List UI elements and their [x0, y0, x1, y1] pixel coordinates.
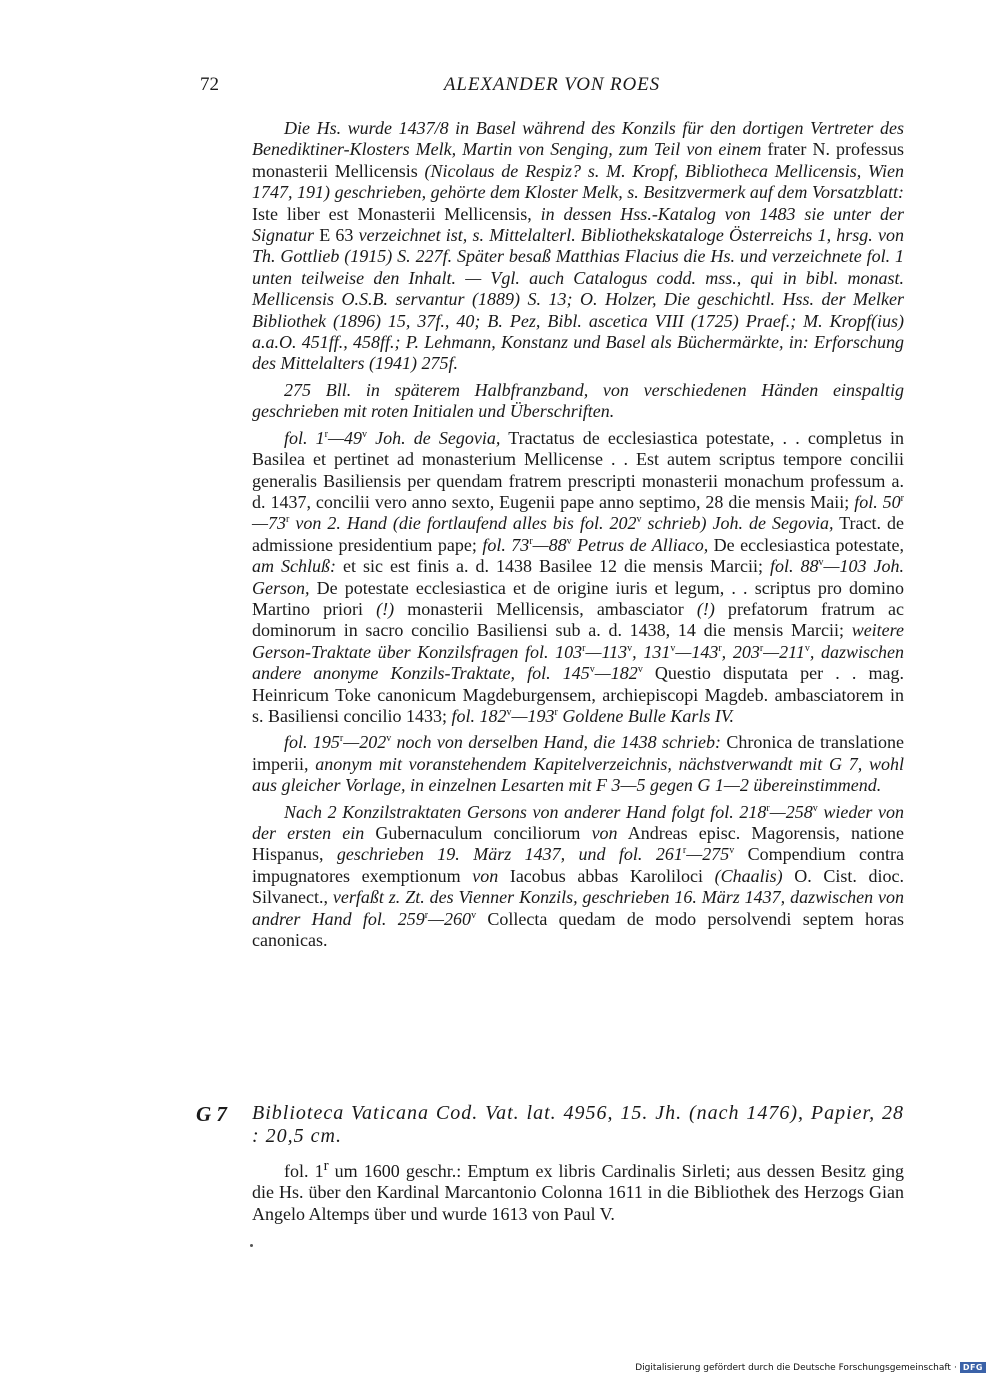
roman-text: Gubernaculum conciliorum — [364, 823, 592, 843]
folio-superscript: r — [529, 535, 533, 547]
folio-superscript: v — [362, 428, 368, 440]
folio-superscript: v — [804, 642, 810, 654]
roman-text: Iacobus abbas Karoliloci — [498, 865, 715, 886]
folio-superscript: r — [718, 642, 722, 654]
roman-text: Questio disputata per . . mag. Heinricum Toke canonicum Magdeburgensem, archiepiscopi Magdeb. ambasciatorem in s. Basiliensi concilio 1433; — [252, 663, 904, 726]
roman-text: Collecta quedam de modo persolvendi septem horas canonicas. — [252, 908, 904, 951]
folio-superscript: v — [627, 642, 633, 654]
folio-superscript: v — [670, 642, 676, 654]
italic-text: , dazwischen andere anonyme Konzils-Traktate, fol. 145 — [252, 641, 904, 684]
folio-superscript: v — [636, 514, 642, 526]
roman-text: Chronica de translatione imperii, — [252, 732, 904, 774]
roman-text: Compendium contra impugnatores exemptionum — [252, 844, 904, 886]
italic-text: am Schluß: — [252, 556, 336, 577]
roman-text: frater N. professus monasterii Mellicensis — [252, 139, 904, 181]
italic-text: —260 — [428, 908, 472, 929]
italic-text: schrieb) Joh. de Segovia, — [641, 513, 834, 534]
italic-text: Joh. de Segovia, — [367, 427, 501, 448]
italic-text: verfaßt z. Zt. des Vienner Konzils, geschrieben 16. März 1437, dazwischen von andrer Hand fol. 259 — [252, 887, 904, 929]
italic-text: —211 — [763, 641, 805, 662]
italic-text: fol. 1 — [284, 427, 325, 448]
italic-text: —258 — [769, 801, 813, 822]
folio-superscript: r — [286, 514, 290, 526]
folio-superscript: v — [506, 706, 512, 718]
italic-text: wieder von der ersten ein — [252, 801, 904, 843]
italic-text: fol. 73 — [482, 534, 530, 555]
roman-text: O. Cist. dioc. Silvanect., — [252, 865, 904, 908]
italic-text: —202 — [343, 732, 387, 753]
folio-superscript: r — [554, 706, 558, 718]
italic-text: anonym mit voranstehendem Kapitelverzeichnis, nächstverwandt mit G 7, wohl aus gleicher Vorlage, in einzelnen Lesarten mit F 3—5 gegen G 1—2 übereinstimmend. — [252, 753, 904, 796]
main-text — [252, 118, 904, 956]
italic-text: fol. 182 — [451, 705, 507, 726]
italic-text: —88 — [532, 534, 567, 555]
italic-text: verzeichnet ist, s. Mittelalterl. Bibliothekskataloge Österreichs 1, hrsg. von Th. Gottlieb (1915) S. 227f. Später besaß Matthias Flacius die Hs. und verzeichnete fol. 1 unten teilweise den Inhalt. — Vgl. auch Catalogus codd. mss., qui in bibl. monast. Mellicensis O.S.B. servantur (1889) S. 13; O. Holzer, Die geschichtl. Hss. der Melker Bibliothek (1896) 15, 37f., 40; B. Pez, Bibl. ascetica VIII (1725) Praef.; M. Kropf(ius) a.a.O. 451ff., 458ff.; P. Lehmann, Konstanz und Basel als Büchermärkte, in: Erforschung des Mittelalters (1941) 275f. — [252, 225, 904, 374]
italic-text: —275 — [686, 844, 730, 865]
italic-text: Die Hs. wurde 1437/8 in Basel während des Konzils für den dortigen Vertreter des Benediktiner-Klosters Melk, Martin von Senging, zum Teil von einem — [252, 118, 904, 160]
italic-text: Nach 2 Konzilstraktaten Gersons von anderer Hand folgt fol. 218 — [284, 801, 767, 822]
folio-superscript: v — [637, 664, 643, 676]
folio-superscript: r — [323, 1158, 329, 1174]
italic-text: von 2. Hand (die fortlaufend alles bis fol. 202 — [289, 513, 637, 534]
italic-text: fol. 1 — [284, 1161, 324, 1181]
folio-superscript: v — [471, 909, 477, 921]
italic-text: —73 — [252, 513, 287, 534]
italic-text: 275 Bll. in späterem Halbfranzband, von verschiedenen Händen einspaltig geschrieben mit roten Initialen und Überschriften. — [252, 379, 904, 422]
folio-superscript: r — [766, 802, 770, 814]
page-number: 72 — [200, 74, 219, 95]
italic-text: fol. 88 — [769, 556, 819, 577]
roman-text: Andreas episc. Magorensis, natione Hispanus, — [252, 823, 904, 865]
folio-superscript: r — [900, 492, 904, 504]
folio-superscript: r — [759, 642, 764, 654]
italic-text: fol. 195 — [284, 732, 340, 753]
italic-text: in dessen Hss.-Katalog von 1483 sie unter der Signatur — [252, 203, 904, 246]
manuscript-entry — [196, 1102, 904, 1225]
roman-text: et sic est finis a. d. 1438 Basilee 12 die mensis Marcii; — [336, 556, 770, 577]
italic-text: —143 — [675, 641, 719, 662]
italic-text: —193 — [511, 705, 555, 726]
italic-text: —113 — [585, 641, 628, 662]
italic-text: Petrus de Alliaco, — [571, 534, 709, 555]
italic-text: (!) — [696, 598, 715, 619]
italic-text: (Nicolaus de Respiz? s. M. Kropf, Bibliotheca Mellicensis, Wien 1747, 191) geschrieben, gehörte dem Kloster Melk, s. Besitzvermerk auf dem Vorsatzblatt: — [252, 160, 904, 203]
footer: Digitalisierung gefördert durch die Deutsche Forschungsgemeinschaft · DFG — [635, 1362, 986, 1373]
italic-text: , 203 — [721, 641, 760, 662]
roman-text: E 63 — [314, 225, 359, 246]
running-head: ALEXANDER VON ROES — [443, 74, 661, 95]
paragraph — [252, 732, 904, 796]
italic-text: geschrieben 19. März 1437, und fol. 261 — [336, 844, 683, 865]
folio-superscript: v — [566, 535, 572, 547]
dfg-logo: DFG — [960, 1362, 986, 1373]
italic-text: um 1600 geschr.: — [328, 1161, 462, 1181]
roman-text: Iste liber est Monasterii Mellicensis, — [252, 203, 541, 224]
entry-siglum: G 7 — [196, 1102, 227, 1126]
folio-superscript: v — [386, 733, 392, 745]
italic-text: —103 Joh. Gerson, — [252, 556, 904, 598]
entry-body — [252, 1156, 904, 1225]
folio-superscript: r — [424, 909, 429, 921]
italic-text: —49 — [328, 427, 363, 448]
paragraph — [252, 428, 904, 728]
folio-superscript: v — [589, 664, 595, 676]
folio-superscript: r — [324, 428, 328, 440]
folio-superscript: r — [339, 733, 344, 745]
roman-text: De potestate ecclesiastica et de origine iuris et legum, . . scriptus pro domino Martino priori — [252, 577, 904, 619]
paragraph — [252, 118, 904, 375]
folio-superscript: v — [818, 557, 824, 569]
roman-text: Tractatus de ecclesiastica potestate, . . completus in Basilea et pertinet ad monasterium Mellicense . . Est autem scriptus tempore concilii generalis Basiliensis per quendam fratrem prescripti monasterii monachum professum a. d. 1437, concilii vero anno sexto, Eugenii pape anno septimo, 28 die mensis Maii; — [252, 427, 904, 512]
paragraph — [252, 380, 904, 423]
italic-text: weitere Gerson-Traktate über Konzilsfragen fol. 103 — [252, 620, 904, 662]
italic-text: noch von derselben Hand, die 1438 schrieb: — [391, 732, 722, 753]
italic-text: von — [591, 823, 618, 843]
entry-heading: Biblioteca Vaticana Cod. Vat. lat. 4956, 15. Jh. (nach 1476), Papier, 28 : 20,5 cm. — [252, 1102, 904, 1147]
stray-mark — [250, 1244, 253, 1247]
italic-text: Goldene Bulle Karls IV. — [557, 705, 735, 726]
italic-text: (Chaalis) — [714, 865, 783, 886]
italic-text: aus dessen Besitz ging die Hs. über den Kardinal Marcantonio Colonna 1611 in die Bibliothek des Herzogs Gian Angelo Altemps über und wurde 1613 von Paul V. — [252, 1161, 904, 1224]
folio-superscript: r — [582, 642, 586, 654]
italic-text: (!) — [376, 598, 395, 619]
roman-text: De ecclesiastica potestate, — [708, 534, 904, 555]
roman-text: prefatorum fratrum ac dominorum in sacro concilio Basiliensi sub a. d. 1438, 14 die mensis Marcii; — [252, 598, 904, 641]
footer-text: Digitalisierung gefördert durch die Deutsche Forschungsgemeinschaft — [635, 1362, 951, 1373]
italic-text: —182 — [594, 663, 638, 684]
folio-superscript: v — [812, 802, 818, 814]
italic-text: fol. 50 — [854, 491, 901, 512]
folio-superscript: r — [682, 845, 687, 857]
roman-text: monasterii Mellicensis, ambasciator — [394, 598, 697, 619]
roman-text: Tract. de admissione presidentium pape; — [252, 513, 904, 555]
italic-text: , 131 — [632, 641, 671, 662]
paragraph — [252, 802, 904, 952]
roman-text: Emptum ex libris Cardinalis Sirleti; — [461, 1161, 737, 1181]
folio-superscript: v — [729, 845, 735, 857]
italic-text: von — [472, 865, 499, 886]
